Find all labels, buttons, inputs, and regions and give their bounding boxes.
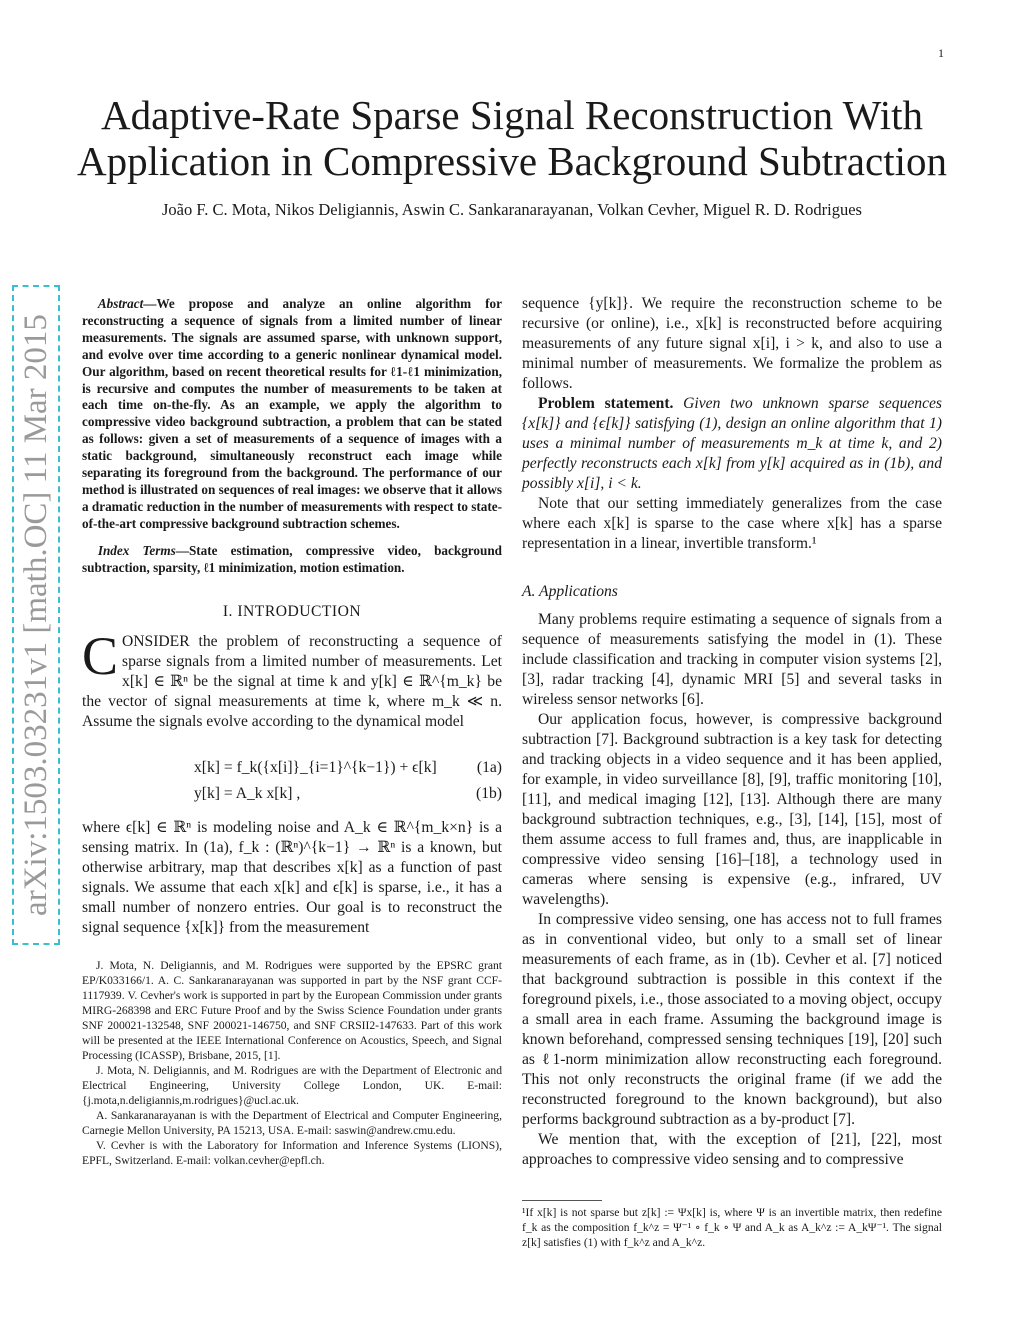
footnote-rule: [522, 1200, 602, 1201]
right-column: [522, 294, 942, 1170]
footnote-affiliation-cmu: A. Sankaranarayanan is with the Department of Electrical and Computer Engineering, Carnegie Mellon University, PA 15213, USA. E-mail: saswin@andrew.cmu.edu.: [82, 1108, 502, 1137]
section-heading-roman: I. I: [222, 602, 244, 620]
page-number: 1: [938, 46, 944, 60]
footnote-1: ¹If x[k] is not sparse but z[k] := Ψx[k] is, where Ψ is an invertible matrix, then redefine f_k as the composition f_k^z = Ψ⁻¹ ∘ f_k ∘ Ψ and A_k as A_k^z := A_kΨ⁻¹. The signal z[k] satisfies (1) with f_k^z and A_k^z.: [522, 1206, 942, 1249]
problem-statement-text: Given two unknown sparse sequences {x[k]} and {ϵ[k]} satisfying (1), design an online algorithm that 1) uses a minimal number of measurements m_k at time k, and 2) perfectly reconstructs each x[k] from y[k] acquired as in (1b), and possibly x[i], i < k.: [522, 395, 942, 492]
paper-title: Adaptive-Rate Sparse Signal Reconstruction With Application in Compressive Background Subtraction: [77, 92, 947, 184]
right-paragraph-3: Note that our setting immediately generalizes from the case where each x[k] is sparse to the case where x[k] has a sparse representation in a linear, invertible transform.¹: [522, 495, 942, 552]
right-paragraph-4: Many problems require estimating a sequence of signals from a sequence of measurements satisfying the model in (1). These include classification and tracking in computer vision systems [2], [3], radar tracking [4], dynamic MRI [5] and several tasks in wireless sensor networks [6].: [522, 611, 942, 708]
intro-paragraph-1: [82, 625, 502, 732]
equation-1b: [82, 784, 502, 806]
arxiv-stamp[interactable]: arXiv:1503.03231v1 [math.OC] 11 Mar 2015: [12, 285, 60, 945]
right-paragraph-5: Our application focus, however, is compressive background subtraction [7]. Background subtraction is a key task for detecting and tracking objects in a video sequence and it has been applied, for example, in video surveillance [8], [9], traffic monitoring [10], [11], and medical imaging [12], [13]. Although there are many background subtraction techniques, e.g., [3], [14], [15], most of them assume access to full frames and, thus, are inapplicable in compressive video sensing [16]–[18], a technology used in cameras where sensing is expensive (e.g., infrared, UV wavelengths).: [522, 711, 942, 908]
intro-text-1: ONSIDER the problem of reconstructing a sequence of sparse signals from a limited number of measurements. Let x[k] ∈ ℝⁿ be the signal at time k and y[k] ∈ ℝ^{m_k} be the vector of signal measurements at time k, where m_k ≪ n. Assume the signals evolve according to the dynamical model: [82, 632, 502, 730]
footnote-affiliation-epfl: V. Cevher is with the Laboratory for Information and Inference Systems (LIONS), EPFL, Switzerland. E-mail: volkan.cevher@epfl.ch.: [82, 1138, 502, 1167]
section-heading: [82, 602, 502, 622]
index-terms-label: Index Terms: [97, 542, 176, 558]
left-column: [82, 296, 502, 1168]
intro-paragraph-2: where ϵ[k] ∈ ℝⁿ is modeling noise and A_k ∈ ℝ^{m_k×n} is a sensing matrix. In (1a), f_k : (ℝⁿ)^{k−1} → ℝⁿ is a known, but otherwise arbitrary, map that describes x[k] as a function of past signals. We assume that each x[k] and ϵ[k] is sparse, i.e., it has a small number of nonzero entries. Our goal is to reconstruct the signal sequence {x[k]} from the measurement: [82, 818, 502, 936]
index-terms-text: —State estimation, compressive video, background subtraction, sparsity, ℓ1 minimization, motion estimation.: [82, 542, 502, 575]
footnotes-left: [82, 958, 502, 1168]
equation-1b-body: y[k] = A_k x[k] ,: [194, 784, 301, 802]
footnote-right: [522, 1200, 942, 1250]
footnote-funding: J. Mota, N. Deligiannis, and M. Rodrigues were supported by the EPSRC grant EP/K033166/1. A. C. Sankaranarayanan was supported in part by the NSF grant CCF-1117939. V. Cevher's work is supported in part by the European Commission under grants MIRG-268398 and ERC Future Proof and by the Swiss Science Foundation under grants SNF 200021-132548, SNF 200021-146750, and SNF CRSII2-147633. Part of this work will be presented at the IEEE International Conference on Acoustics, Speech, and Signal Processing (ICASSP), Brisbane, 2015, [1].: [82, 958, 502, 1062]
section-heading-rest: NTRODUCTION: [243, 602, 362, 620]
paper-authors: João F. C. Mota, Nikos Deligiannis, Aswin C. Sankaranarayanan, Volkan Cevher, Miguel R. D. Rodrigues: [162, 200, 862, 219]
abstract-label: Abstract: [97, 296, 144, 311]
abstract-text: —We propose and analyze an online algorithm for reconstructing a sequence of signals from a limited number of linear measurements. The signals are assumed sparse, with unknown support, and evolve over time according to a generic nonlinear dynamical model. Our algorithm, based on recent theoretical results for ℓ1-ℓ1 minimization, is recursive and computes the number of measurements to be taken at each time on-the-fly. As an example, we apply the algorithm to compressive video background subtraction, a problem that can be stated as follows: given a set of measurements of a sequence of images with a static background, simultaneously reconstruct each image while separating its foreground from the background. The performance of our method is illustrated on sequences of real images: we observe that it allows a dramatic reduction in the number of measurements with respect to state-of-the-art compressive background subtraction schemes.: [82, 296, 502, 531]
dropcap: C: [82, 625, 119, 686]
equation-1a-number: (1a): [476, 758, 502, 776]
equation-1a: [82, 758, 502, 780]
equation-1b-number: (1b): [476, 784, 502, 802]
equation-1a-body: x[k] = f_k({x[i]}_{i=1}^{k−1}) + ϵ[k]: [194, 758, 437, 776]
right-paragraph-6: In compressive video sensing, one has access not to full frames as in conventional video, but only to a small set of linear measurements of each frame, as in (1b). Cevher et al. [7] noticed that background subtraction is possible in this context if the foreground pixels, i.e., those associated to a moving object, occupy a small area in each frame. Assuming the background image is known beforehand, compressed sensing techniques [19], [20] such as ℓ1-norm minimization allow reconstructing each foreground. This not only reconstructs the original frame (if we add the reconstructed foreground to the known background), but also performs background subtraction as a by-product [7].: [522, 911, 942, 1128]
right-paragraph-7: We mention that, with the exception of [21], [22], most approaches to compressive video sensing and to compressive: [522, 1131, 942, 1168]
right-paragraph-1: sequence {y[k]}. We require the reconstruction scheme to be recursive (or online), i.e., x[k] is reconstructed before acquiring measurements of any future signal x[i], i > k, and also to use a minimal number of measurements. We formalize the problem as follows.: [522, 295, 942, 392]
subsection-heading: A. Applications: [522, 583, 618, 600]
abstract: [82, 296, 502, 533]
footnote-affiliation-ucl: J. Mota, N. Deligiannis, and M. Rodrigues are with the Department of Electronic and Electrical Engineering, University College London, UK. E-mail: {j.mota,n.deligiannis,m.rodrigues}@ucl.ac.uk.: [82, 1063, 502, 1107]
index-terms: [82, 543, 502, 577]
problem-statement: [522, 394, 942, 494]
problem-statement-label: Problem statement.: [538, 395, 674, 412]
